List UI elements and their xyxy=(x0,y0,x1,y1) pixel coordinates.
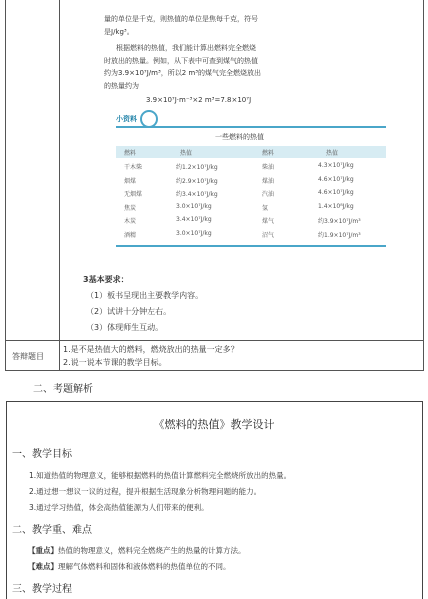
goal-item: 3.通过学习热值，体会高热值能源为人们带来的便利。 xyxy=(29,503,209,512)
table-cell: 3.0×10⁷J/kg xyxy=(176,229,212,237)
text-line: 根据燃料的热值，我们能计算出燃料完全燃烧 xyxy=(116,44,256,52)
difficult-point xyxy=(28,561,231,572)
table-cell: 酒精 xyxy=(124,231,137,239)
table-cell: 1.4×10⁸J/kg xyxy=(318,202,354,210)
text-line: 量的单位是千克，则热值的单位是焦每千克，符号 xyxy=(104,15,258,23)
key-point xyxy=(28,545,246,556)
table-cell: 约3.4×10⁷J/kg xyxy=(176,191,218,198)
text-line: 时放出的热量。例如，从下表中可查到煤气的热值 xyxy=(104,57,258,65)
table-cell: 焦炭 xyxy=(124,204,137,212)
difficult-point-text: 理解气体燃料和固体和液体燃料的热值单位的不同。 xyxy=(58,562,231,571)
design-heading-goals: 一、教学目标 xyxy=(12,449,72,460)
key-point-text: 热值的物理意义，燃料完全燃烧产生的热量的计算方法。 xyxy=(58,546,246,555)
text-line: 是J/kg³。 xyxy=(104,28,134,36)
answer-label: 答辩题目 xyxy=(12,352,44,361)
table-left-border xyxy=(5,0,6,370)
section-heading: 二、考题解析 xyxy=(33,384,93,395)
table-header-band xyxy=(116,146,386,158)
table-cell: 约3.9×10⁷J/m³ xyxy=(318,218,361,225)
answer-question: 2.说一说本节课的教学目标。 xyxy=(63,358,167,367)
table-cell: 约1.2×10⁷J/kg xyxy=(176,164,218,171)
table-cell: 4.6×10⁷J/kg xyxy=(318,189,354,196)
text-line: 约为3.9×10⁷J/m³，所以2 m³的煤气完全燃烧放出 xyxy=(104,69,262,77)
table-cell: 汽油 xyxy=(262,191,275,198)
answer-question: 1.是不是热值大的燃料，燃烧放出的热量一定多？ xyxy=(63,345,239,354)
table-column-divider xyxy=(59,0,60,370)
table-cell: 煤气 xyxy=(262,218,275,225)
panel-bottom-rule xyxy=(116,245,386,247)
design-heading-process: 三、教学过程 xyxy=(12,584,72,595)
table-cell: 约2.9×10⁷J/kg xyxy=(176,177,218,185)
badge-label: 小资料 xyxy=(116,115,137,123)
col-header: 燃料 xyxy=(124,150,137,157)
table-cell: 氢 xyxy=(262,204,269,212)
table-cell: 约1.9×10⁷J/m³ xyxy=(318,231,361,239)
table-cell: 4.6×10⁷J/kg xyxy=(318,175,354,183)
requirements-title: 3基本要求： xyxy=(83,275,129,284)
difficult-point-label: 【难点】 xyxy=(28,562,58,571)
table-cell: 烟煤 xyxy=(124,177,137,185)
table-row-divider xyxy=(5,340,424,341)
key-point-label: 【重点】 xyxy=(28,546,58,555)
table-cell: 木炭 xyxy=(124,218,137,225)
table-right-border xyxy=(423,0,424,370)
design-title: 《燃料的热值》教学设计 xyxy=(153,418,275,431)
table-cell: 沼气 xyxy=(262,231,275,239)
table-cell: 柴油 xyxy=(262,164,275,171)
table-cell: 3.4×10⁷J/kg xyxy=(176,216,212,223)
table-cell: 4.3×10⁷J/kg xyxy=(318,162,354,169)
table-cell: 3.0×10⁷J/kg xyxy=(176,202,212,210)
table-bottom-border xyxy=(5,370,424,371)
requirement-item: （3）体现师生互动。 xyxy=(86,323,164,332)
panel-top-rule xyxy=(116,126,386,128)
table-cell: 干木柴 xyxy=(124,164,143,171)
panel-title: 一些燃料的热值 xyxy=(215,133,264,141)
requirement-item: （1）板书呈现出主要教学内容。 xyxy=(86,291,204,300)
col-header: 热值 xyxy=(326,150,339,157)
table-cell: 煤油 xyxy=(262,177,275,185)
col-header: 燃料 xyxy=(262,150,275,157)
text-line: 的热量约为 xyxy=(104,82,139,90)
goal-item: 2.通过想一想议一议的过程，提升根据生活现象分析物理问题的能力。 xyxy=(29,487,262,496)
goal-item: 1.知道热值的物理意义，能够根据燃料的热值计算燃料完全燃烧所放出的热量。 xyxy=(29,471,292,480)
col-header: 热值 xyxy=(180,150,193,157)
design-heading-keypoints: 二、教学重、难点 xyxy=(12,525,92,536)
formula: 3.9×10⁷J·m⁻³×2 m³=7.8×10⁷J xyxy=(146,96,252,104)
requirement-item: （2）试讲十分钟左右。 xyxy=(86,307,172,316)
table-cell: 无烟煤 xyxy=(124,191,143,198)
